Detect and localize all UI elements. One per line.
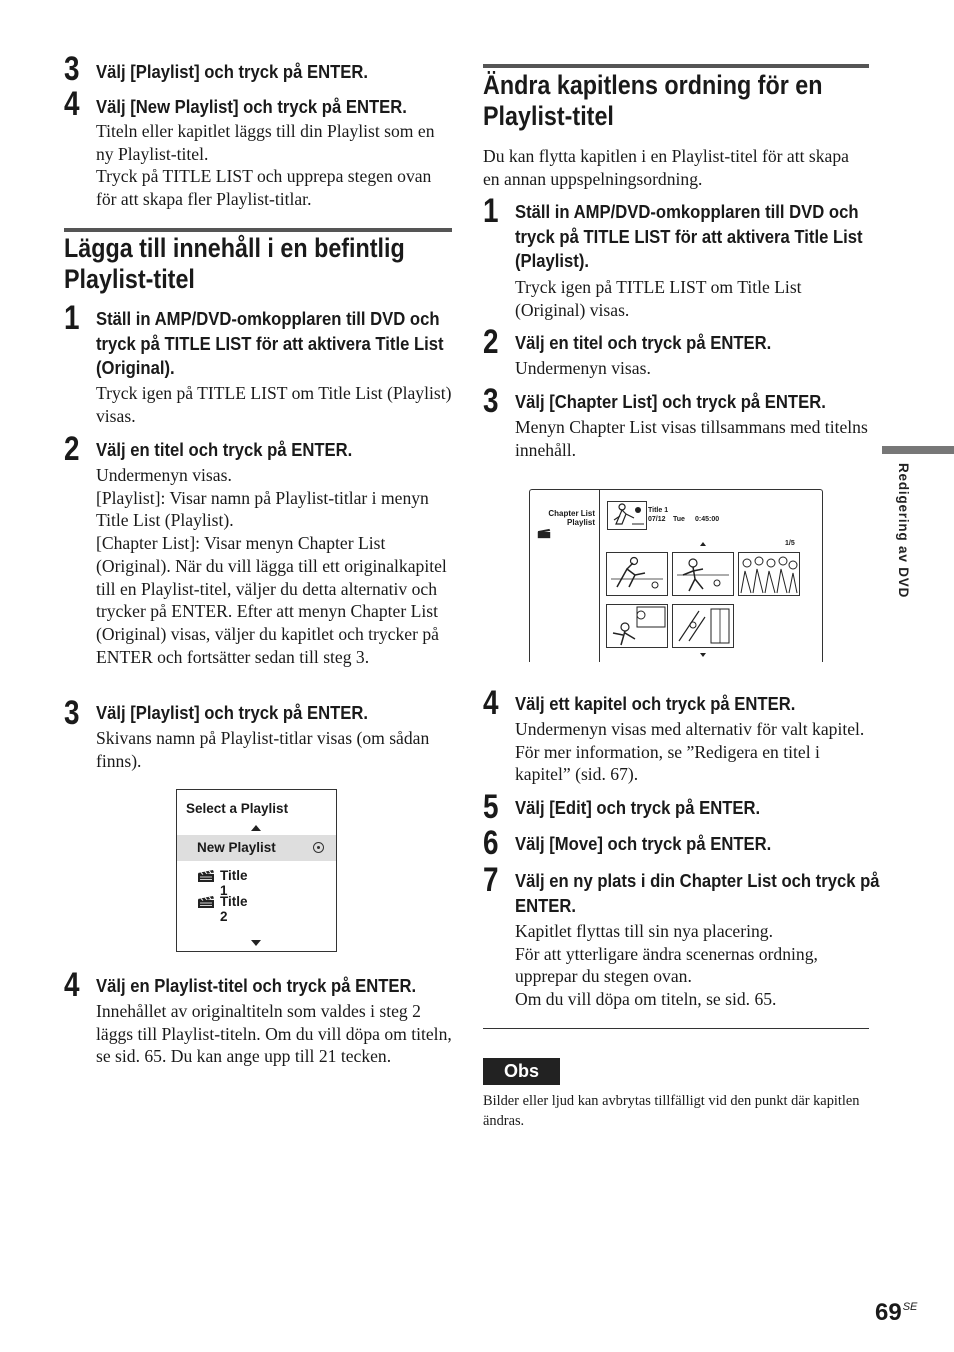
note-label: Obs <box>483 1058 560 1085</box>
step-heading: Välj en ny plats i din Chapter List och tryck på ENTER. <box>515 870 880 916</box>
playlist-item-label: New Playlist <box>197 840 276 855</box>
title-day: Tue <box>673 516 685 523</box>
clapperboard-icon <box>537 528 551 539</box>
clapperboard-icon <box>197 895 215 909</box>
step-body: Tryck igen på TITLE LIST om Title List (Playlist) visas. <box>96 383 452 426</box>
title-thumbnail <box>607 501 647 530</box>
playlist-item-label: Title 1 <box>220 868 248 898</box>
select-playlist-screen <box>176 789 337 952</box>
step-heading: Välj en titel och tryck på ENTER. <box>515 332 772 353</box>
step-number: 2 <box>483 323 498 361</box>
chapter-thumbnail[interactable] <box>672 552 734 596</box>
step-number: 1 <box>64 299 79 337</box>
chapter-thumbnail[interactable] <box>606 552 668 596</box>
step-heading: Välj en Playlist-titel och tryck på ENTER. <box>96 975 417 996</box>
step-number: 4 <box>483 684 498 722</box>
section-divider <box>64 228 452 232</box>
playlist-label: Playlist <box>566 518 595 527</box>
page-number-suffix: SE <box>902 1301 918 1313</box>
step-number: 4 <box>64 85 79 123</box>
step-number: 6 <box>483 824 498 862</box>
step-number: 3 <box>64 694 79 732</box>
step-body: Innehållet av originaltiteln som valdes i steg 2 läggs till Playlist-titeln. Om du vill döpa om titeln, se sid. 65. Du kan ange upp till 21 tecken. <box>96 1001 452 1067</box>
title-duration: 0:45:00 <box>695 516 720 523</box>
step-body: Tryck igen på TITLE LIST om Title List (Original) visas. <box>515 277 802 320</box>
step-heading: Välj [New Playlist] och tryck på ENTER. <box>96 96 407 117</box>
chapter-list-screen <box>529 489 823 662</box>
chapter-thumbnail[interactable] <box>738 552 800 596</box>
step-number: 3 <box>483 382 498 420</box>
step-heading: Ställ in AMP/DVD-omkopplaren till DVD och tryck på TITLE LIST för att aktivera Title List (Original). <box>96 308 444 378</box>
step-heading: Välj [Playlist] och tryck på ENTER. <box>96 702 369 723</box>
panel-divider <box>599 490 600 662</box>
scroll-up-icon <box>251 825 261 831</box>
step-body: Titeln eller kapitlet läggs till din Playlist som en ny Playlist-titel. Tryck på TITLE LIST och upprepa stegen ovan för att skapa fler Playlist-titlar. <box>96 121 435 210</box>
clapperboard-icon <box>197 869 215 883</box>
section-title: Ändra kapitlens ordning för en Playlist-titel <box>483 70 823 131</box>
step-heading: Välj [Chapter List] och tryck på ENTER. <box>515 391 826 412</box>
step-body: Menyn Chapter List visas tillsammans med titelns innehåll. <box>515 417 868 460</box>
playlist-item-new[interactable] <box>177 835 336 861</box>
step-heading: Välj ett kapitel och tryck på ENTER. <box>515 693 796 714</box>
step-body: Undermenyn visas. [Playlist]: Visar namn på Playlist-titlar i menyn Title List (Playlist). [Chapter List]: Visar menyn Chapter List (Original). När du vill lägga till ett originalkapitel till en Playlist-titel, väljer du detta alternativ och trycker på ENTER. Efter att menyn Chapter List (Original) visas, väljer du kapitlet och trycker på ENTER och fortsätter sedan till steg 3. <box>96 465 447 667</box>
playlist-item-label: Title 2 <box>220 894 248 924</box>
selected-radio-icon <box>313 842 324 853</box>
section-title: Lägga till innehåll i en befintlig Playlist-titel <box>64 233 405 294</box>
section-intro: Du kan flytta kapitlen i en Playlist-titel för att skapa en annan uppspelningsordning. <box>483 146 849 189</box>
chapter-list-label: Chapter List <box>548 509 595 518</box>
step-body: Skivans namn på Playlist-titlar visas (om sådan finns). <box>96 728 430 771</box>
playlist-screen-title: Select a Playlist <box>186 801 289 816</box>
step-heading: Välj [Playlist] och tryck på ENTER. <box>96 61 369 82</box>
note-divider <box>483 1028 869 1029</box>
chapter-thumbnail[interactable] <box>672 604 734 648</box>
chapter-thumbnail[interactable] <box>606 604 668 648</box>
page-indicator: 1/5 <box>785 540 795 547</box>
scroll-down-icon <box>251 940 261 946</box>
step-body: Kapitlet flyttas till sin nya placering. För att ytterligare ändra scenernas ordning, upprepar du stegen ovan. Om du vill döpa om titeln, se sid. 65. <box>515 921 818 1010</box>
step-number: 2 <box>64 430 79 468</box>
step-heading: Välj [Move] och tryck på ENTER. <box>515 833 772 854</box>
section-divider <box>483 64 869 68</box>
scroll-up-icon <box>700 542 706 546</box>
page-number-value: 69 <box>875 1299 902 1326</box>
title-date: 07/12 <box>648 516 666 523</box>
step-heading: Ställ in AMP/DVD-omkopplaren till DVD och tryck på TITLE LIST för att aktivera Title List (Playlist). <box>515 201 863 271</box>
step-number: 3 <box>64 50 79 88</box>
side-tab-label: Redigering av DVD <box>896 463 911 599</box>
note-text: Bilder eller ljud kan avbrytas tillfälligt vid den punkt där kapitlen ändras. <box>483 1093 860 1129</box>
side-tab-bar <box>882 446 954 454</box>
step-number: 5 <box>483 788 498 826</box>
scroll-down-icon <box>700 653 706 657</box>
step-body: Undermenyn visas med alternativ för valt kapitel. För mer information, se ”Redigera en titel i kapitel” (sid. 67). <box>515 719 865 785</box>
step-body: Undermenyn visas. <box>515 358 651 378</box>
step-number: 1 <box>483 192 498 230</box>
step-heading: Välj en titel och tryck på ENTER. <box>96 439 353 460</box>
step-number: 7 <box>483 861 498 899</box>
step-number: 4 <box>64 966 79 1004</box>
step-heading: Välj [Edit] och tryck på ENTER. <box>515 797 761 818</box>
title-name: Title 1 <box>648 507 669 514</box>
page-number <box>875 1299 917 1327</box>
